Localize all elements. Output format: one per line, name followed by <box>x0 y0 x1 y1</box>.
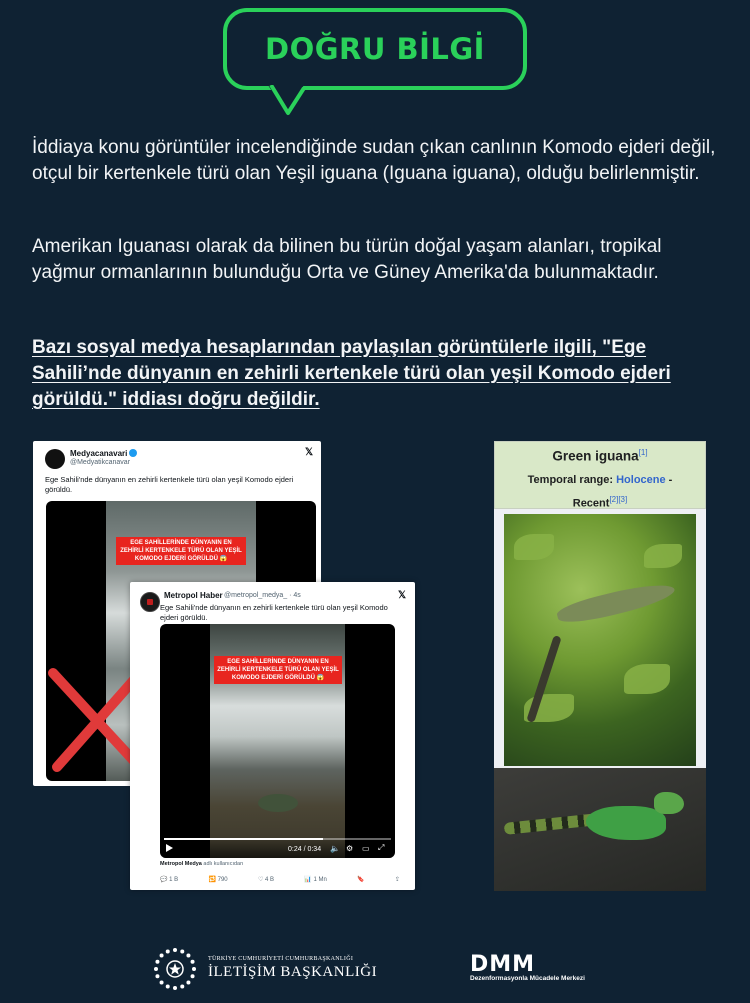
iguana-tail-shape <box>504 813 600 835</box>
dmm-logo: DMM <box>470 952 536 977</box>
header-bubble <box>223 8 527 90</box>
video-caption-banner: EGE SAHİLLERİNDE DÜNYANIN EN ZEHİRLİ KERTENKELE TÜRÜ OLAN YEŞİL KOMODO EJDERİ GÖRÜLDÜ 😱 <box>214 656 342 684</box>
iguana-shape <box>258 794 298 812</box>
verified-icon <box>129 449 137 457</box>
emblem-star <box>180 949 184 953</box>
tweet-text: Ege Sahili'nde dünyanın en zehirli kertenkele türü olan yeşil Komodo ejderi görüldü. <box>160 603 388 622</box>
iguana-tree-photo <box>504 514 696 766</box>
emblem-star <box>173 948 177 952</box>
habitat-paragraph: Amerikan Iguanası olarak da bilinen bu türün doğal yaşam alanları, tropikal yağmur ormanlarının bulunduğu Orta ve Güney Amerika'da bulunmaktadır. <box>32 236 662 283</box>
tweet-username: Metropol Haber <box>164 591 223 600</box>
tweet-username: Medyacanavari <box>70 449 128 458</box>
range-references[interactable]: [2][3] <box>609 495 628 504</box>
emblem-star <box>186 980 190 984</box>
emblem-star <box>191 960 195 964</box>
tweet-stats <box>160 876 400 883</box>
emblem-star <box>166 949 170 953</box>
fullscreen-icon[interactable]: ⤢ <box>378 843 385 852</box>
emblem-star <box>192 967 196 971</box>
video-progress-fill <box>164 838 323 840</box>
verdict-paragraph: Bazı sosyal medya hesaplarından paylaşılan görüntülerle ilgili, "Ege Sahili’nde dünyanın en zehirli kertenkele türü olan yeşil Komodo ejderi görüldü." iddiası doğru değildir. <box>32 337 671 410</box>
bookmark-icon[interactable]: 🔖 <box>357 877 365 883</box>
emblem-star <box>180 985 184 989</box>
gov-small-text: TÜRKİYE CUMHURİYETİ CUMHURBAŞKANLIĞI <box>208 956 354 962</box>
share-icon[interactable]: ⇪ <box>394 877 400 883</box>
dmm-subtitle: Dezenformasyonla Mücadele Merkezi <box>470 975 585 982</box>
like-count: 4 B <box>264 877 274 883</box>
tweet-handle: @Medyatikcanavar <box>70 459 131 466</box>
reply-stat[interactable]: 💬 1 B <box>160 877 179 883</box>
source-name: Metropol Medya <box>160 861 202 867</box>
x-logo-icon: 𝕏 <box>398 590 407 601</box>
presidency-emblem-icon <box>152 946 198 992</box>
avatar <box>45 449 65 469</box>
views-count: 1 Mn <box>313 877 327 883</box>
emblem-star <box>160 954 164 958</box>
repost-count: 790 <box>217 877 228 883</box>
range-label: Temporal range: <box>527 474 614 486</box>
range-end: Recent <box>572 497 610 510</box>
emblem-star <box>186 954 190 958</box>
video-caption-banner: EGE SAHİLLERİNDE DÜNYANIN EN ZEHİRLİ KERTENKELE TÜRÜ OLAN YEŞİL KOMODO EJDERİ GÖRÜLDÜ 😱 <box>116 537 246 565</box>
reply-count: 1 B <box>169 877 179 883</box>
repost-stat[interactable]: 🔁 790 <box>208 877 228 883</box>
bubble-tail <box>268 85 308 117</box>
iguana-shape <box>555 578 677 628</box>
gov-title: İLETİŞİM BAŞKANLIĞI <box>208 964 378 980</box>
infobox-title: Green iguana <box>552 448 639 464</box>
infobox-header <box>494 441 706 509</box>
emblem-star <box>191 974 195 978</box>
tweet-video[interactable] <box>160 624 395 858</box>
avatar <box>140 592 160 612</box>
emblem-star <box>160 980 164 984</box>
pip-icon[interactable]: ▭ <box>362 844 370 853</box>
wikipedia-infobox <box>494 441 706 891</box>
emblem-star <box>173 986 177 990</box>
emblem-star <box>155 960 159 964</box>
x-logo-icon: 𝕏 <box>305 447 314 458</box>
iguana-ground-photo <box>494 768 706 891</box>
title-reference[interactable]: [1] <box>638 448 648 457</box>
like-stat[interactable]: ♡ 4 B <box>257 877 274 883</box>
tweet-handle: @metropol_medya_ · 4s <box>224 592 301 599</box>
video-time: 0:24 / 0:34 <box>288 846 322 853</box>
page-title: DOĞRU BİLGİ <box>265 32 485 66</box>
iguana-body-shape <box>586 806 666 840</box>
finding-paragraph: İddiaya konu görüntüler incelendiğinde sudan çıkan canlının Komodo ejderi değil, otçul bir kertenkele türü olan Yeşil iguana (Iguana iguana), olduğu belirlenmiştir. <box>32 137 716 184</box>
tweet-card-metropol <box>130 582 415 890</box>
views-stat[interactable]: 📊 1 Mn <box>304 877 327 883</box>
range-dash: - <box>668 474 673 486</box>
emblem-star <box>155 974 159 978</box>
holocene-link[interactable]: Holocene <box>616 474 666 486</box>
video-progress-bar[interactable] <box>164 838 391 840</box>
video-controls <box>160 836 395 858</box>
source-suffix: adlı kullanıcıdan <box>203 861 244 867</box>
settings-icon[interactable]: ⚙ <box>346 844 354 853</box>
play-icon[interactable] <box>166 844 173 852</box>
volume-icon[interactable]: 🔈 <box>330 844 340 853</box>
emblem-star <box>166 985 170 989</box>
emblem-star <box>154 967 158 971</box>
tweet-text: Ege Sahili'nde dünyanın en zehirli kertenkele türü olan yeşil Komodo ejderi görüldü. <box>45 475 294 494</box>
iguana-head-shape <box>654 792 684 814</box>
